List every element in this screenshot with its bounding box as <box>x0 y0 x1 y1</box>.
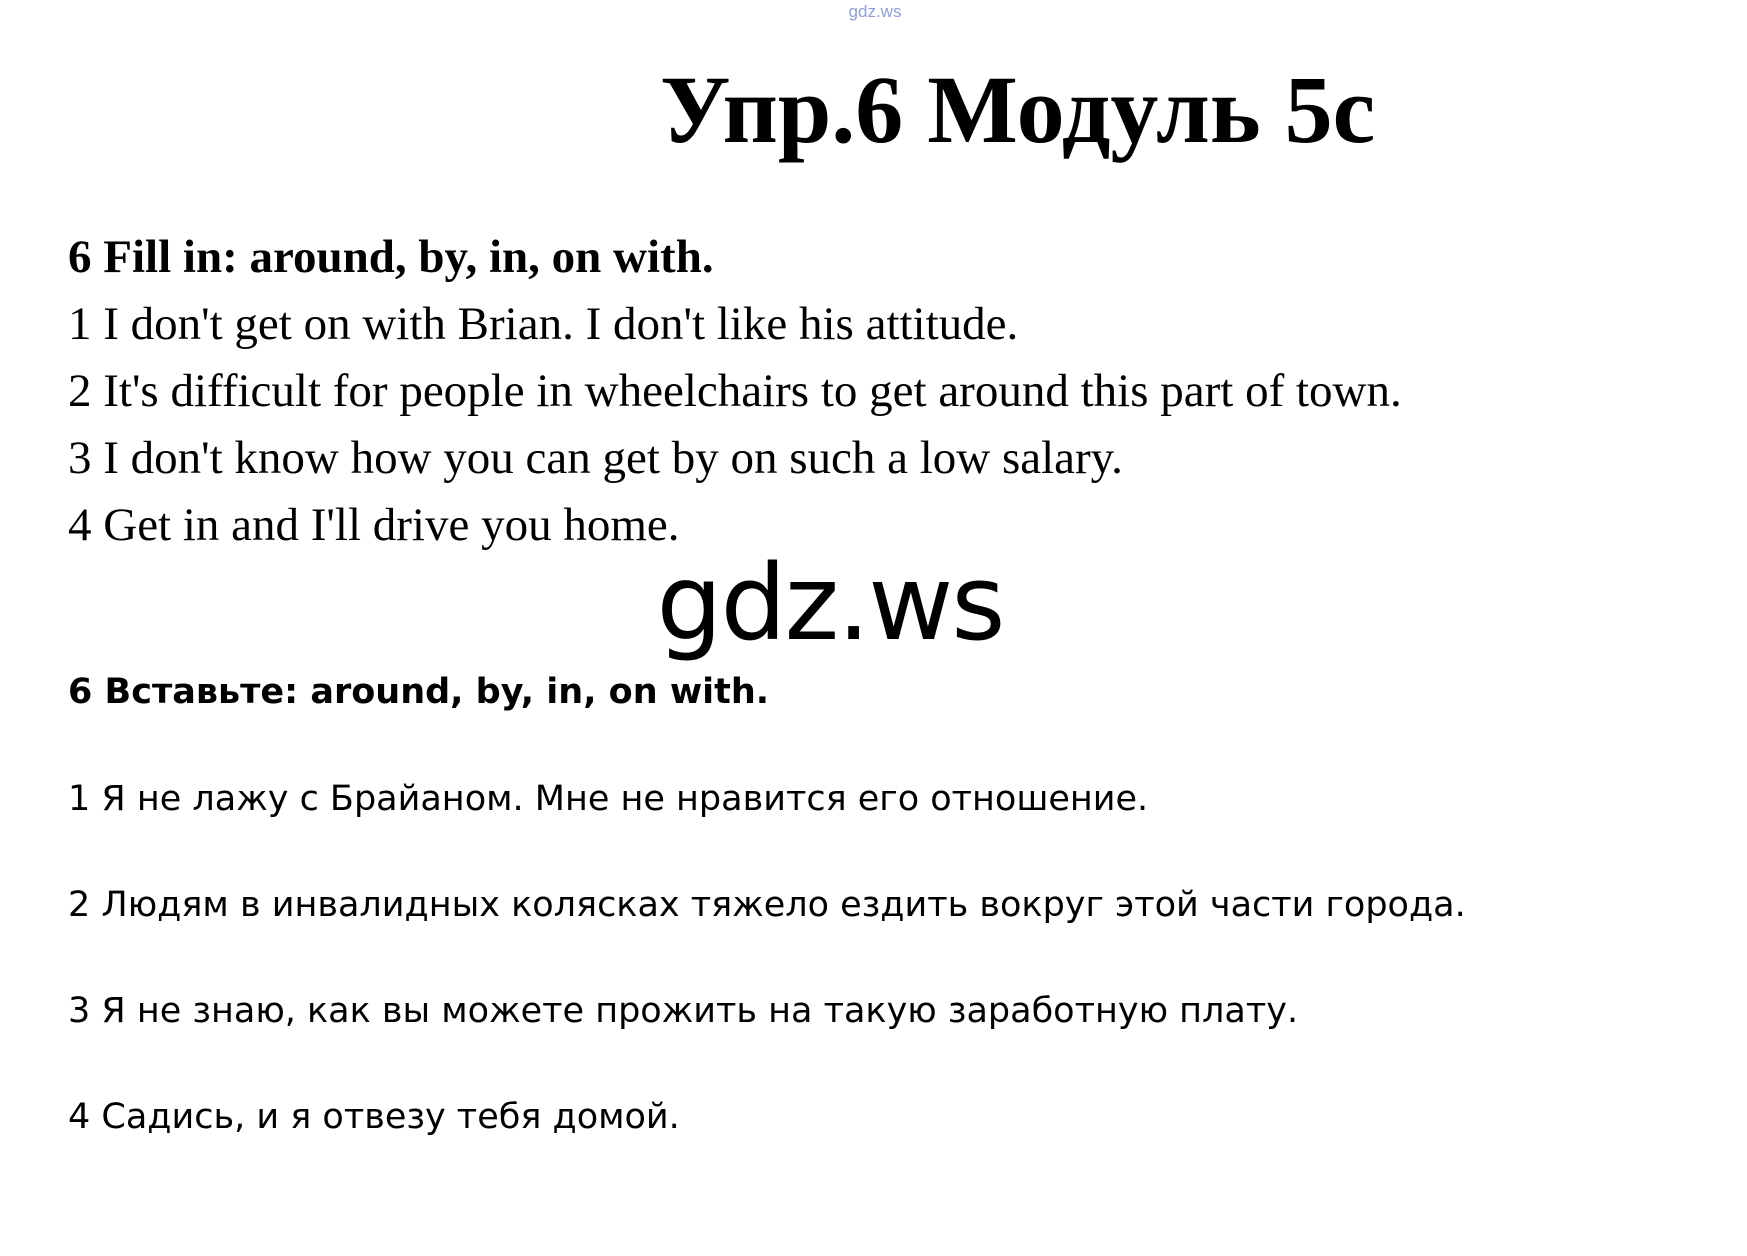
center-watermark: gdz.ws <box>656 542 1004 664</box>
english-exercise <box>68 224 1402 559</box>
english-sentence-4: 4 Get in and I'll drive you home. <box>68 499 680 551</box>
page-title: Упр.6 Модуль 5с <box>660 56 1376 163</box>
russian-sentence-3: 3 Я не знаю, как вы можете прожить на такую заработную плату. <box>68 991 1299 1031</box>
russian-translation <box>68 775 1466 1199</box>
russian-sentence-4: 4 Садись, и я отвезу тебя домой. <box>68 1097 680 1137</box>
russian-sentence-1: 1 Я не лажу с Брайаном. Мне не нравится его отношение. <box>68 779 1149 819</box>
top-watermark: gdz.ws <box>848 2 902 21</box>
english-sentence-3: 3 I don't know how you can get by on such a low salary. <box>68 432 1123 484</box>
english-sentence-1: 1 I don't get on with Brian. I don't like his attitude. <box>68 298 1019 350</box>
russian-sentence-2: 2 Людям в инвалидных колясках тяжело ездить вокруг этой части города. <box>68 885 1466 925</box>
english-sentence-2: 2 It's difficult for people in wheelchairs to get around this part of town. <box>68 365 1402 417</box>
english-task-heading: 6 Fill in: around, by, in, on with. <box>68 231 714 283</box>
russian-task-heading: 6 Вставьте: around, by, in, on with. <box>68 672 770 712</box>
